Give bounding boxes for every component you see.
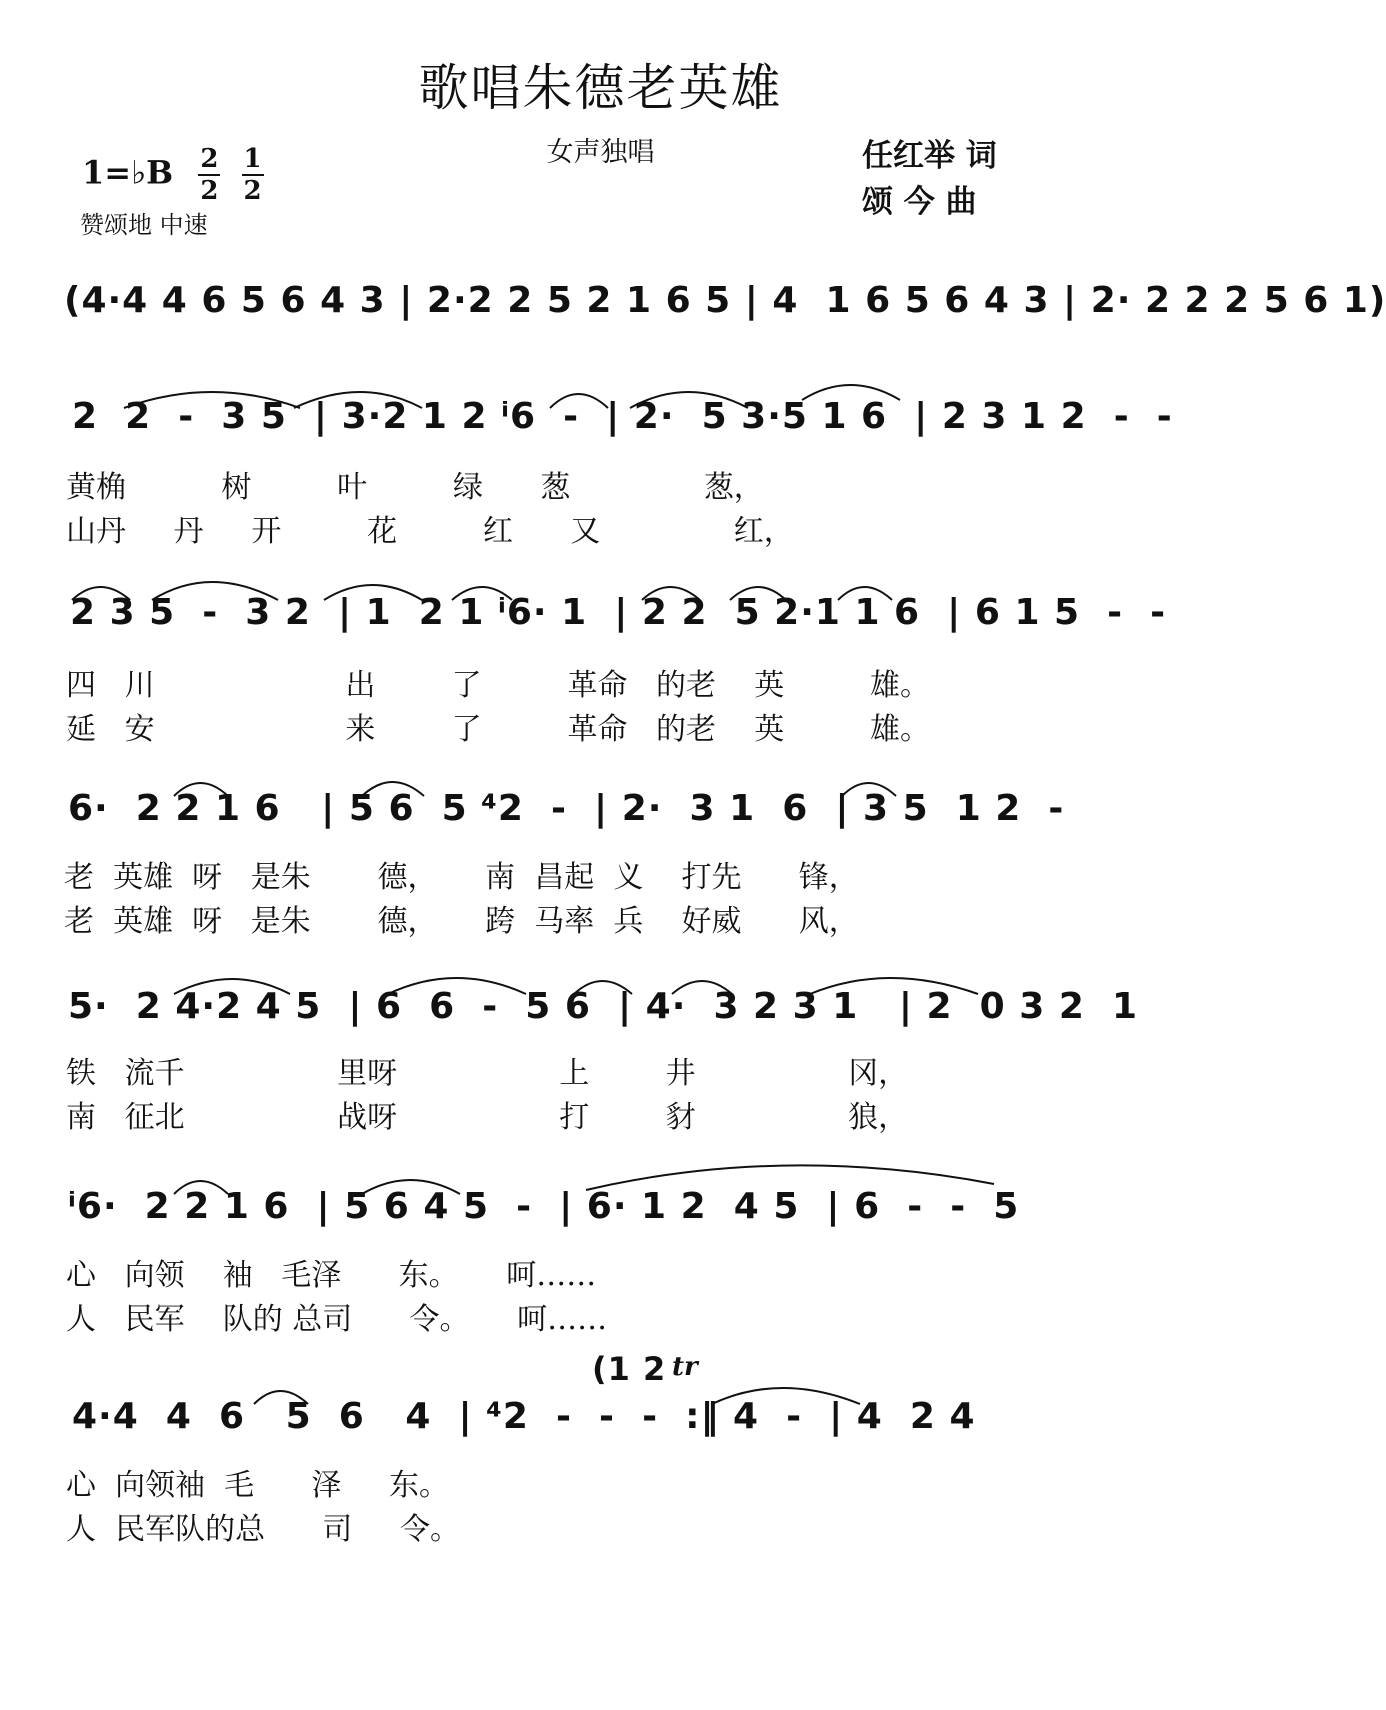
- notation-row: 2 2 - 3 5 | 3·2 1 2 ⁱ6 - | 2· 5 3·5 1 6 | 2 3 1 2 - -: [72, 396, 1173, 437]
- score-line-3: [60, 788, 1150, 988]
- lyric-verse-1: 老 英雄 呀 是朱 德， 南 昌起 义 打先 锋，: [64, 860, 859, 895]
- interlude-marker: (1 2: [592, 1350, 667, 1388]
- notation-row: 2 3 5 - 3 2 | 1 2 1 ⁱ6· 1 | 2 2 5 2·1 1 6 | 6 1 5 - -: [70, 592, 1167, 633]
- lyric-verse-1: 心 向领 袖 毛泽 东。 呵……: [66, 1258, 597, 1293]
- lyric-verse-1: 铁 流千 里呀 上 井 冈，: [66, 1056, 909, 1091]
- score-line-1: [60, 396, 1173, 596]
- lyric-verse-1: 黄桷 树 叶 绿 葱 葱，: [66, 470, 764, 505]
- lyric-verse-2: 人 民军 队的 总司 令。 呵……: [66, 1302, 608, 1337]
- time-signature-2: $\frac{1}{2}$: [243, 144, 262, 206]
- lyric-verse-1: 四 川 出 了 革命 的老 英 雄。: [66, 668, 931, 703]
- lyric-verse-2: 延 安 来 了 革命 的老 英 雄。: [66, 712, 931, 747]
- score-line-2: [60, 592, 1167, 792]
- lyric-verse-2: 山丹 丹 开 花 红 又 红，: [66, 514, 794, 549]
- key-signature: [82, 146, 264, 204]
- notation-row: (4·4 4 6 5 6 4 3 | 2·2 2 5 2 1 6 5 | 4 1 6 5 6 4 3 | 2· 2 2 2 5 6 1): [64, 280, 1386, 321]
- lyricist-credit: 任红举 词: [862, 138, 997, 174]
- notation-row: 4·4 4 6 5 6 4 | ⁴2 - - - :‖ 4 - | 4 2 4: [72, 1396, 976, 1437]
- notation-row: ⁱ6· 2 2 1 6 | 5 6 4 5 - | 6· 1 2 4 5 | 6 - - 5: [68, 1186, 1020, 1227]
- score-line-6: [60, 1350, 1150, 1596]
- key-text: 1=♭B: [82, 153, 174, 192]
- tempo-marking: 赞颂地 中速: [80, 211, 208, 239]
- lyric-verse-2: 老 英雄 呀 是朱 德， 跨 马率 兵 好威 风，: [64, 904, 859, 939]
- song-title: 歌唱朱德老英雄: [418, 59, 783, 117]
- notation-row: 5· 2 4·2 4 5 | 6 6 - 5 6 | 4· 3 2 3 1 | 2 0 3 2 1: [68, 986, 1138, 1027]
- lyric-verse-2: 人 民军队的总 司 令。: [66, 1512, 460, 1547]
- lyric-verse-2: 南 征北 战呀 打 豺 狼，: [66, 1100, 909, 1135]
- time-signature-1: $\frac{2}{2}$: [200, 144, 219, 206]
- performance-note: 女声独唱: [546, 137, 655, 168]
- composer-credit: 颂 今 曲: [862, 184, 977, 220]
- trill-marking: tr: [672, 1352, 698, 1382]
- lyric-verse-1: 心 向领袖 毛 泽 东。: [66, 1468, 450, 1503]
- notation-row: 6· 2 2 1 6 | 5 6 5 ⁴2 - | 2· 3 1 6 | 3 5 1 2 -: [68, 788, 1065, 829]
